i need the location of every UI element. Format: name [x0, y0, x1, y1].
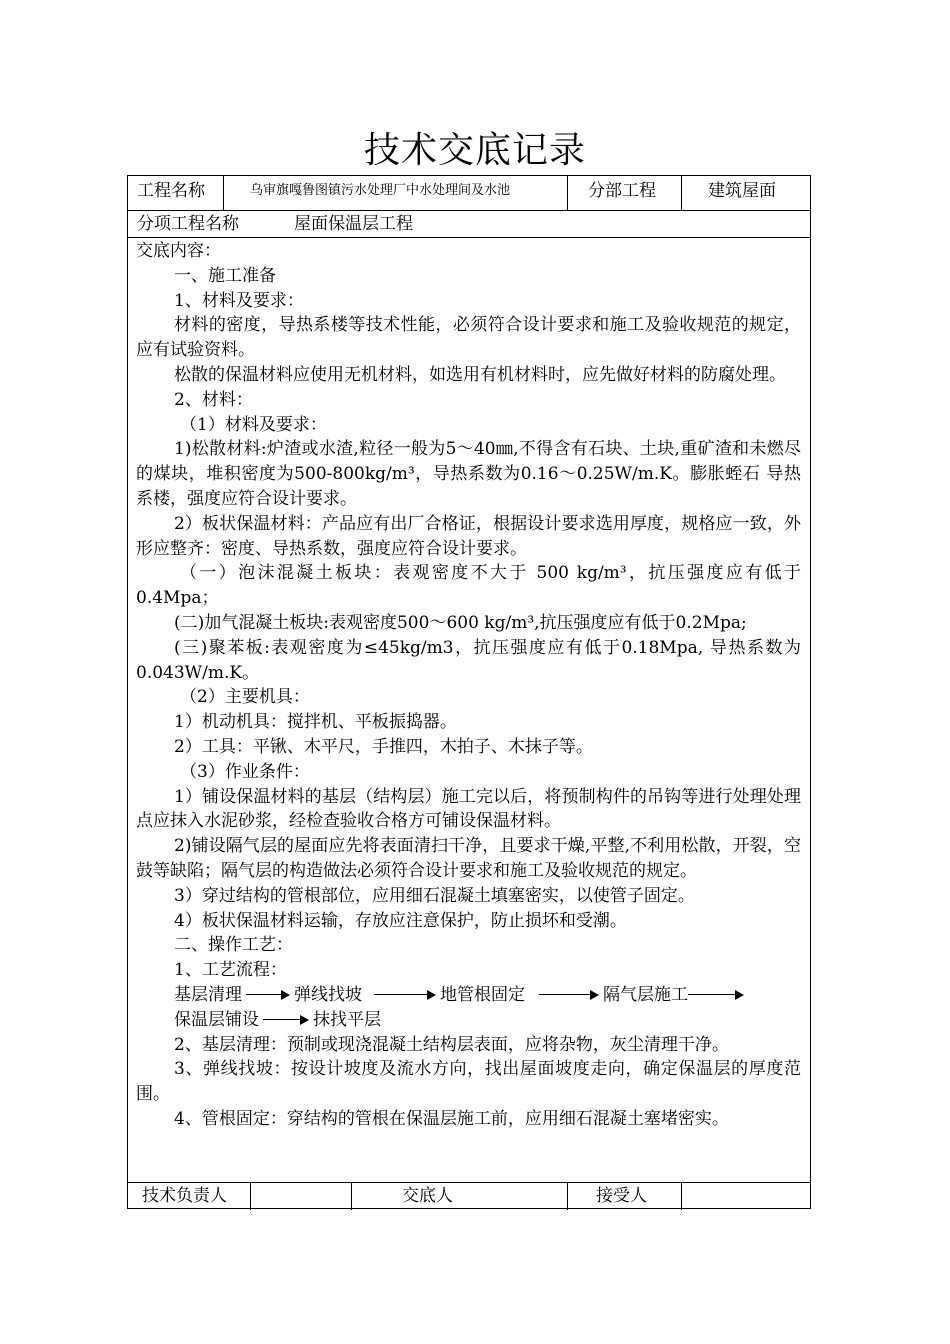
subsection-heading: （2）主要机具：: [180, 687, 310, 708]
content-paragraph: 松散的保温材料应使用无机材料，如选用有机材料时，应先做好材料的防腐处理。: [174, 364, 786, 385]
subsection-heading: （3）作业条件：: [180, 761, 310, 782]
arrow-right-icon: [688, 990, 744, 1000]
row-divider: [128, 237, 810, 238]
col-divider: [681, 1182, 682, 1210]
col-divider: [250, 1182, 251, 1210]
subitem-value: 屋面保温层工程: [294, 214, 413, 234]
col-divider: [567, 1182, 568, 1210]
content-paragraph: 1）铺设保温材料的基层（结构层）施工完以后，将预制构件的吊钩等进行处理处理点应抹入水泥砂浆，经检查验收合格方可铺设保温材料。: [136, 786, 801, 832]
content-paragraph: 2、基层清理：预制或现浇混凝土结构层表面，应将杂物，灰尘清理干净。: [174, 1034, 729, 1055]
flow-step: 地管根固定: [440, 984, 525, 1005]
section-heading: 一、施工准备: [174, 265, 276, 286]
content-paragraph: (三)聚苯板:表观密度为≤45kg/m3，抗压强度应有低于0.18Mpa, 导热系数为0.043W/m.K。: [136, 637, 801, 683]
subsection-heading: 1、材料及要求：: [174, 290, 304, 311]
row-divider: [128, 1182, 810, 1183]
project-name-label: 工程名称: [137, 181, 205, 201]
content-paragraph: 4、管根固定：穿结构的管根在保温层施工前，应用细石混凝土塞堵密实。: [174, 1108, 729, 1129]
arrow-right-icon: [539, 990, 599, 1000]
content-paragraph: 3、弹线找坡：按设计坡度及流水方向，找出屋面坡度走向，确定保温层的厚度范围。: [136, 1059, 801, 1105]
flow-step: 弹线找坡: [294, 984, 362, 1005]
content-paragraph: 2）工具：平锹、木平尺，手推四，木拍子、木抹子等。: [174, 736, 593, 757]
content-paragraph: 3）穿过结构的管根部位，应用细石混凝土填塞密实，以使管子固定。: [174, 885, 695, 906]
content-heading: 交底内容：: [136, 241, 221, 261]
content-paragraph: 2）板状保温材料：产品应有出厂合格证，根据设计要求选用厚度，规格应一致，外形应整齐：密度、导热系数，强度应符合设计要求。: [136, 513, 801, 559]
project-name-value: 乌审旗嘎鲁图镇污水处理厂中水处理间及水池: [250, 183, 511, 198]
subsection-heading: 1、工艺流程：: [174, 960, 287, 981]
content-paragraph: 2)铺设隔气层的屋面应先将表面清扫干净，且要求干燥,平整,不利用松散，开裂，空鼓等缺陷；隔气层的构造做法必须符合设计要求和施工及验收规范的规定。: [136, 836, 801, 881]
col-divider: [223, 176, 224, 210]
col-divider: [681, 176, 682, 210]
disclosure-table: [127, 175, 811, 1209]
flow-step: 抹找平层: [313, 1009, 381, 1030]
content-paragraph: （一）泡沫混凝土板块：表观密度不大于 500 kg/m³，抗压强度应有低于 0.4Mpa；: [136, 563, 801, 609]
process-flow: [136, 1008, 801, 1033]
subsection-heading: （1）材料及要求：: [180, 414, 327, 435]
row-divider: [128, 210, 810, 211]
subsection-heading: 2、材料：: [174, 389, 253, 410]
arrow-right-icon: [263, 1015, 309, 1025]
content-paragraph: 1)松散材料:炉渣或水渣,粒径一般为5～40㎜,不得含有石块、土块,重矿渣和未燃尽的煤块，堆积密度为500-800kg/m³，导热系数为0.16～0.25W/m.K。膨胀蛭石 导热系楼，强度应符合设计要求。: [136, 439, 801, 509]
col-divider: [567, 176, 568, 210]
flow-step: 保温层铺设: [174, 1009, 259, 1030]
division-label: 分部工程: [588, 181, 656, 201]
arrow-right-icon: [374, 990, 436, 1000]
content-paragraph: 1）机动机具：搅拌机、平板振捣器。: [174, 712, 457, 733]
content-paragraph: 材料的密度，导热系楼等技术性能，必须符合设计要求和施工及验收规范的规定，应有试验资料。: [136, 315, 801, 361]
arrow-right-icon: [246, 990, 290, 1000]
disclosure-content: [136, 239, 801, 1132]
content-paragraph: (二)加气混凝土板块:表观密度500～600 kg/m³,抗压强度应有低于0.2Mpa;: [174, 612, 747, 633]
document-title: 技术交底记录: [363, 130, 586, 171]
flow-step: 隔气层施工: [603, 984, 688, 1005]
section-heading: 二、操作工艺：: [174, 935, 293, 956]
process-flow: [136, 983, 801, 1008]
discloser-label: 交底人: [402, 1186, 453, 1206]
col-divider: [351, 1182, 352, 1210]
tech-lead-label: 技术负责人: [142, 1186, 227, 1206]
flow-step: 基层清理: [174, 984, 242, 1005]
division-value: 建筑屋面: [708, 181, 776, 201]
receiver-label: 接受人: [596, 1186, 647, 1206]
content-paragraph: 4）板状保温材料运输，存放应注意保护，防止损坏和受潮。: [174, 910, 627, 931]
subitem-label: 分项工程名称: [137, 214, 239, 234]
